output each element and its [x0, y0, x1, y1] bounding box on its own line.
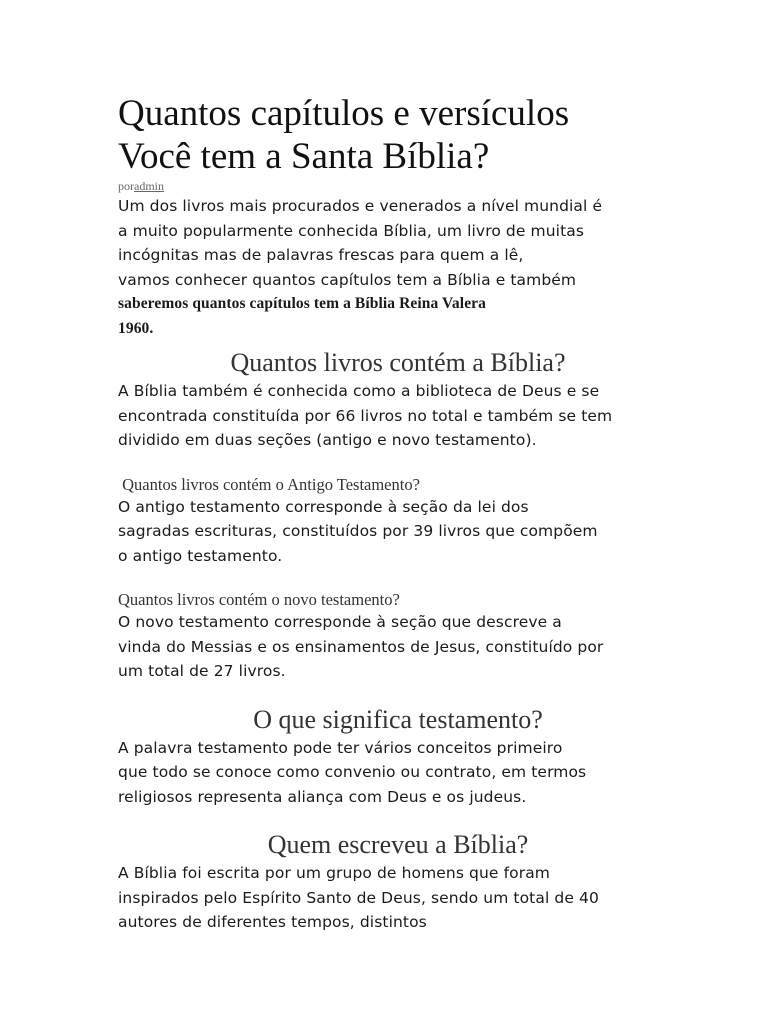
paragraph-line: O novo testamento corresponde à seção que descreve a — [118, 613, 562, 631]
author-link[interactable]: admin — [134, 179, 164, 193]
paragraph-line: um total de 27 livros. — [118, 662, 286, 680]
paragraph-line-bold: 1960. — [118, 319, 154, 337]
paragraph-line: inspirados pelo Espírito Santo de Deus, sendo um total de 40 — [118, 888, 599, 907]
article-title — [118, 92, 678, 178]
section-heading: Quem escreveu a Bíblia? — [267, 830, 529, 859]
byline-prefix: por — [118, 179, 134, 193]
paragraph-line: encontrada constituída por 66 livros no total e também se tem — [118, 406, 613, 425]
paragraph-line: A Bíblia foi escrita por um grupo de homens que foram — [118, 864, 550, 882]
section-paragraph — [118, 495, 678, 569]
paragraph-line: sagradas escrituras, constituídos por 39 livros que compõem — [118, 522, 598, 540]
paragraph-line: a muito popularmente conhecida Bíblia, um livro de muitas — [118, 221, 585, 240]
section-heading: Quantos livros contém a Bíblia? — [230, 348, 566, 377]
section-heading: Quantos livros contém o Antigo Testamento? — [118, 474, 420, 494]
section-paragraph — [118, 610, 678, 684]
paragraph-line: O antigo testamento corresponde à seção da lei dos — [118, 497, 529, 516]
title-line: Você tem a Santa Bíblia? — [118, 136, 490, 177]
paragraph-line: vinda do Messias e os ensinamentos de Jesus, constituído por — [118, 637, 604, 656]
paragraph-line: autores de diferentes tempos, distintos — [118, 913, 427, 931]
paragraph-line: A Bíblia também é conhecida como a biblioteca de Deus e se — [118, 382, 600, 400]
paragraph-line: Um dos livros mais procurados e venerados a nível mundial é — [118, 197, 603, 215]
paragraph-line: religiosos representa aliança com Deus e os judeus. — [118, 787, 527, 806]
paragraph-line: dividido em duas seções (antigo e novo testamento). — [118, 431, 537, 449]
paragraph-line: A palavra testamento pode ter vários conceitos primeiro — [118, 738, 563, 757]
paragraph-line-bold: saberemos quantos capítulos tem a Bíblia Reina Valera — [118, 295, 486, 312]
paragraph-line: incógnitas mas de palavras frescas para quem a lê, — [118, 246, 524, 264]
section-paragraph — [118, 861, 678, 935]
article — [118, 92, 678, 935]
section-heading: Quantos livros contém o novo testamento? — [118, 590, 400, 609]
section-heading: O que significa testamento? — [253, 704, 543, 734]
title-line: Quantos capítulos e versículos — [118, 93, 570, 134]
byline — [118, 179, 678, 193]
section-paragraph — [118, 379, 678, 453]
paragraph-line: o antigo testamento. — [118, 546, 283, 565]
section-paragraph — [118, 736, 678, 810]
paragraph-line: vamos conhecer quantos capítulos tem a Bíblia e também — [118, 270, 577, 289]
intro-paragraph — [118, 194, 678, 341]
paragraph-line: que todo se conoce como convenio ou contrato, em termos — [118, 763, 587, 781]
